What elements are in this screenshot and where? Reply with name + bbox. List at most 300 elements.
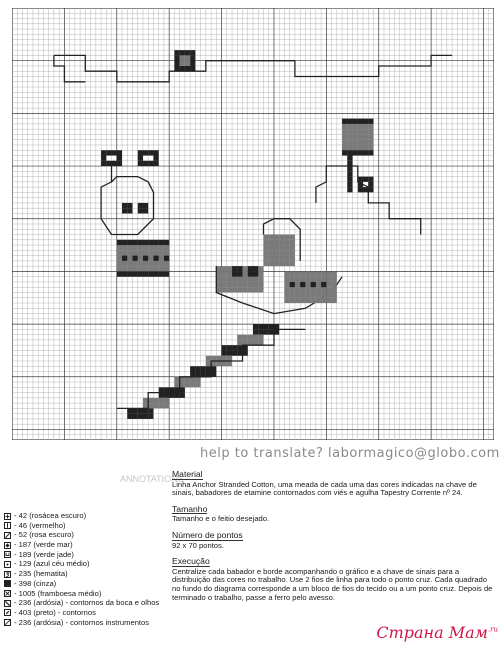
stitch-cell <box>290 298 295 303</box>
stitch-cell <box>153 240 158 245</box>
stitch-cell <box>243 287 248 292</box>
stitch-cell <box>138 156 143 161</box>
stitch-cell <box>279 245 284 250</box>
stitch-cell <box>143 271 148 276</box>
stitch-cell <box>342 124 347 129</box>
stitch-cell <box>274 329 279 334</box>
stitch-cell <box>127 245 132 250</box>
stitch-cell <box>138 250 143 255</box>
stitch-cell <box>284 250 289 255</box>
stitch-cell <box>263 324 268 329</box>
stitch-cell <box>143 161 148 166</box>
stitch-cell <box>243 345 248 350</box>
stitch-cell <box>211 361 216 366</box>
stitch-cell <box>232 266 237 271</box>
stitch-cell <box>237 340 242 345</box>
chart-grid-svg <box>12 8 494 440</box>
stitch-cell <box>274 235 279 240</box>
u-shape-icon <box>4 551 11 558</box>
stitch-cell <box>180 55 185 60</box>
stitch-cell <box>174 387 179 392</box>
stitch-cell <box>153 161 158 166</box>
stitch-cell <box>290 282 295 287</box>
stitch-cell <box>274 324 279 329</box>
stitch-cell <box>138 208 143 213</box>
stitch-cell <box>353 129 358 134</box>
stitch-cell <box>211 366 216 371</box>
stitch-cell <box>143 250 148 255</box>
stitch-cell <box>279 240 284 245</box>
stitch-cell <box>368 187 373 192</box>
stitch-cell <box>347 161 352 166</box>
stitch-cell <box>148 398 153 403</box>
section-pontos <box>172 531 494 550</box>
stitch-cell <box>117 150 122 155</box>
stitch-cell <box>321 287 326 292</box>
stitch-cell <box>159 240 164 245</box>
stitch-cell <box>127 414 132 419</box>
stitch-cell <box>269 245 274 250</box>
stitch-cell <box>316 292 321 297</box>
stitch-cell <box>332 271 337 276</box>
stitch-cell <box>117 250 122 255</box>
stitch-cell <box>300 298 305 303</box>
stitch-cell <box>269 240 274 245</box>
stitch-cell <box>133 414 138 419</box>
stitch-cell <box>201 372 206 377</box>
instructions-column <box>172 470 494 609</box>
stitch-cell <box>180 66 185 71</box>
stitch-cell <box>326 298 331 303</box>
stitch-cell <box>358 140 363 145</box>
stitch-cell <box>190 55 195 60</box>
stitch-cell <box>185 55 190 60</box>
stitch-cell <box>284 245 289 250</box>
stitch-cell <box>253 329 258 334</box>
legend-row: - 187 (verde mar) <box>4 541 164 550</box>
stitch-cell <box>195 382 200 387</box>
stitch-cell <box>295 277 300 282</box>
stitch-cell <box>180 61 185 66</box>
stitch-cell <box>358 134 363 139</box>
stitch-cell <box>153 150 158 155</box>
stitch-cell <box>321 282 326 287</box>
stitch-cell <box>358 150 363 155</box>
stitch-cell <box>279 250 284 255</box>
stitch-cell <box>153 256 158 261</box>
stitch-cell <box>284 240 289 245</box>
stitch-cell <box>117 261 122 266</box>
stitch-cell <box>206 372 211 377</box>
stitch-cell <box>353 145 358 150</box>
stitch-cell <box>368 140 373 145</box>
stitch-cell <box>127 256 132 261</box>
legend-row: - 52 (rosa escuro) <box>4 531 164 540</box>
stitch-cell <box>148 240 153 245</box>
stitch-cell <box>368 129 373 134</box>
section-title: Número de pontos <box>172 529 243 540</box>
stitch-cell <box>143 403 148 408</box>
stitch-cell <box>159 250 164 255</box>
stitch-cell <box>347 145 352 150</box>
stitch-cell <box>263 245 268 250</box>
stitch-cell <box>363 187 368 192</box>
stitch-cell <box>269 250 274 255</box>
stitch-cell <box>133 240 138 245</box>
stitch-cell <box>316 277 321 282</box>
stitch-cell <box>253 282 258 287</box>
stitch-cell <box>159 387 164 392</box>
stitch-cell <box>332 292 337 297</box>
stitch-cell <box>164 398 169 403</box>
stitch-cell <box>222 361 227 366</box>
stitch-cell <box>243 271 248 276</box>
stitch-cell <box>368 182 373 187</box>
stitch-cell <box>185 66 190 71</box>
stitch-cell <box>243 350 248 355</box>
stitch-cell <box>164 266 169 271</box>
stitch-cell <box>353 119 358 124</box>
stitch-cell <box>227 361 232 366</box>
stitch-cell <box>117 240 122 245</box>
stitch-cell <box>138 203 143 208</box>
stitch-cell <box>311 282 316 287</box>
stitch-cell <box>159 256 164 261</box>
stitch-cell <box>263 256 268 261</box>
stitch-cell <box>347 150 352 155</box>
stitch-cell <box>127 240 132 245</box>
stitch-cell <box>117 156 122 161</box>
stitch-cell <box>253 266 258 271</box>
stitch-cell <box>127 271 132 276</box>
stitch-cell <box>138 414 143 419</box>
stitch-cell <box>284 271 289 276</box>
stitch-cell <box>300 271 305 276</box>
stitch-cell <box>311 287 316 292</box>
stitch-cell <box>232 350 237 355</box>
stitch-cell <box>138 240 143 245</box>
stitch-cell <box>363 129 368 134</box>
stitch-cell <box>263 261 268 266</box>
stitch-cell <box>138 261 143 266</box>
stitch-cell <box>169 387 174 392</box>
stitch-cell <box>122 266 127 271</box>
stitch-cell <box>222 345 227 350</box>
legend-row: - 129 (azul céu médio) <box>4 560 164 569</box>
stitch-cell <box>274 250 279 255</box>
stitch-cell <box>133 256 138 261</box>
stitch-cell <box>117 245 122 250</box>
stitch-cell <box>258 271 263 276</box>
stitch-cell <box>258 266 263 271</box>
stitch-cell <box>321 292 326 297</box>
stitch-cell <box>227 356 232 361</box>
stitch-cell <box>248 282 253 287</box>
stitch-cell <box>342 134 347 139</box>
cross-stitch-chart <box>12 8 494 440</box>
solid-block-icon <box>4 580 11 587</box>
stitch-cell <box>243 277 248 282</box>
stitch-cell <box>347 124 352 129</box>
stitch-cell <box>316 271 321 276</box>
stitch-cell <box>164 240 169 245</box>
stitch-cell <box>148 408 153 413</box>
stitch-cell <box>316 282 321 287</box>
stitch-cell <box>326 287 331 292</box>
stitch-cell <box>133 250 138 255</box>
stitch-cell <box>174 377 179 382</box>
stitch-cell <box>237 335 242 340</box>
stitch-cell <box>216 271 221 276</box>
stitch-cell <box>347 171 352 176</box>
stitch-cell <box>159 245 164 250</box>
stitch-cell <box>305 271 310 276</box>
stitch-cell <box>290 271 295 276</box>
stitch-cell <box>190 66 195 71</box>
legend-row: - 398 (cinza) <box>4 580 164 589</box>
stitch-cell <box>274 256 279 261</box>
stitch-cell <box>148 414 153 419</box>
stitch-cell <box>227 282 232 287</box>
stitch-cell <box>112 150 117 155</box>
stitch-cell <box>227 266 232 271</box>
stitch-cell <box>127 250 132 255</box>
stitch-cell <box>122 271 127 276</box>
stitch-cell <box>290 261 295 266</box>
legend-row: - 235 (hematita) <box>4 570 164 579</box>
stitch-cell <box>206 361 211 366</box>
stitch-cell <box>195 377 200 382</box>
cross-x-icon <box>4 590 11 597</box>
stitch-cell <box>326 277 331 282</box>
stitch-cell <box>258 335 263 340</box>
stitch-cell <box>311 292 316 297</box>
stitch-cell <box>216 356 221 361</box>
stitch-cell <box>159 266 164 271</box>
color-key-legend <box>4 512 164 628</box>
stitch-cell <box>258 340 263 345</box>
stitch-cell <box>143 150 148 155</box>
stitch-cell <box>133 266 138 271</box>
stitch-cell <box>300 282 305 287</box>
stitch-cell <box>332 277 337 282</box>
stitch-cell <box>290 292 295 297</box>
stitch-cell <box>195 366 200 371</box>
stitch-cell <box>347 187 352 192</box>
section-title: Execução <box>172 556 210 567</box>
legend-row: - 403 (preto) - contornos <box>4 609 164 618</box>
stitch-cell <box>133 245 138 250</box>
stitch-cell <box>174 55 179 60</box>
stitch-cell <box>185 382 190 387</box>
stitch-cell <box>127 203 132 208</box>
stitch-cell <box>243 340 248 345</box>
stitch-cell <box>347 177 352 182</box>
stitch-cell <box>227 350 232 355</box>
stitch-cell <box>185 50 190 55</box>
legend-row: - 1005 (framboesa médio) <box>4 590 164 599</box>
stitch-cell <box>227 345 232 350</box>
stitch-cell <box>248 271 253 276</box>
stitch-cell <box>248 287 253 292</box>
stitch-cell <box>232 345 237 350</box>
stitch-cell <box>180 382 185 387</box>
stitch-cell <box>347 140 352 145</box>
stitch-cell <box>284 287 289 292</box>
stitch-cell <box>127 266 132 271</box>
stitch-cell <box>222 287 227 292</box>
stitch-cell <box>248 277 253 282</box>
stitch-cell <box>143 408 148 413</box>
stitch-cell <box>253 271 258 276</box>
stitch-cell <box>300 277 305 282</box>
stitch-cell <box>190 366 195 371</box>
stitch-cell <box>122 240 127 245</box>
stitch-cell <box>232 271 237 276</box>
plus-icon <box>4 513 11 520</box>
stitch-cell <box>284 261 289 266</box>
stitch-cell <box>106 161 111 166</box>
legend-row: - 46 (vermelho) <box>4 522 164 531</box>
faint-side-mark: ANNOTATIONS <box>120 474 184 484</box>
stitch-cell <box>164 256 169 261</box>
stitch-cell <box>295 292 300 297</box>
stitch-cell <box>153 261 158 266</box>
stitch-cell <box>269 256 274 261</box>
stitch-cell <box>253 335 258 340</box>
stitch-cell <box>190 382 195 387</box>
section-material <box>172 470 494 498</box>
stitch-cell <box>127 208 132 213</box>
stitch-cell <box>326 271 331 276</box>
stitch-cell <box>263 250 268 255</box>
stitch-cell <box>274 245 279 250</box>
stitch-cell <box>190 50 195 55</box>
stitch-cell <box>363 134 368 139</box>
stitch-cell <box>237 345 242 350</box>
stitch-cell <box>305 277 310 282</box>
stitch-cell <box>164 387 169 392</box>
watermark-text: Страна Мам <box>376 623 488 642</box>
stitch-cell <box>174 382 179 387</box>
stitch-cell <box>180 393 185 398</box>
stitch-cell <box>122 245 127 250</box>
stitch-cell <box>216 282 221 287</box>
stitch-cell <box>295 298 300 303</box>
stitch-cell <box>269 324 274 329</box>
stitch-cell <box>106 150 111 155</box>
stitch-cell <box>185 377 190 382</box>
stitch-cell <box>248 340 253 345</box>
stitch-cell <box>138 245 143 250</box>
stitch-cell <box>159 398 164 403</box>
stitch-cell <box>279 235 284 240</box>
stitch-cell <box>216 266 221 271</box>
stitch-cell <box>274 261 279 266</box>
stitch-cell <box>368 124 373 129</box>
stitch-cell <box>138 150 143 155</box>
stitch-cell <box>237 266 242 271</box>
stitch-cell <box>180 377 185 382</box>
stitch-cell <box>347 134 352 139</box>
stitch-cell <box>133 408 138 413</box>
section-title: Tamanho <box>172 503 208 514</box>
stitch-cell <box>164 393 169 398</box>
stitch-cell <box>159 393 164 398</box>
stitch-cell <box>101 150 106 155</box>
stitch-cell <box>127 261 132 266</box>
stitch-cell <box>190 61 195 66</box>
stitch-cell <box>258 324 263 329</box>
stitch-cell <box>258 277 263 282</box>
stitch-cell <box>258 282 263 287</box>
stitch-cell <box>143 398 148 403</box>
stitch-cell <box>222 266 227 271</box>
stitch-cell <box>342 129 347 134</box>
stitch-cell <box>127 408 132 413</box>
stitch-cell <box>206 366 211 371</box>
stitch-cell <box>138 256 143 261</box>
section-body: 92 x 70 pontos. <box>172 540 224 550</box>
stitch-cell <box>122 250 127 255</box>
stitch-cell <box>237 277 242 282</box>
short-slash-icon <box>4 609 11 616</box>
section-tamanho <box>172 505 494 524</box>
stitch-cell <box>347 182 352 187</box>
section-execucao <box>172 557 494 602</box>
stitch-cell <box>164 245 169 250</box>
stitch-cell <box>326 292 331 297</box>
stitch-cell <box>232 277 237 282</box>
stitch-cell <box>211 372 216 377</box>
stitch-cell <box>143 261 148 266</box>
stitch-cell <box>174 66 179 71</box>
stitch-cell <box>284 277 289 282</box>
site-watermark <box>376 623 498 642</box>
stitch-cell <box>363 145 368 150</box>
stitch-cell <box>112 161 117 166</box>
stitch-cell <box>164 250 169 255</box>
stitch-cell <box>253 287 258 292</box>
stitch-cell <box>332 282 337 287</box>
stitch-cell <box>368 134 373 139</box>
stitch-cell <box>311 271 316 276</box>
stitch-cell <box>311 298 316 303</box>
stitch-cell <box>347 156 352 161</box>
stitch-cell <box>321 277 326 282</box>
stitch-cell <box>342 119 347 124</box>
stitch-cell <box>347 166 352 171</box>
stitch-cell <box>185 61 190 66</box>
stitch-cell <box>180 50 185 55</box>
stitch-cell <box>237 350 242 355</box>
stitch-cell <box>143 245 148 250</box>
stitch-cell <box>148 403 153 408</box>
handwritten-note: help to translate? labormagico@globo.com <box>200 446 500 461</box>
stitch-cell <box>284 256 289 261</box>
stitch-cell <box>290 287 295 292</box>
section-title: Material <box>172 469 203 479</box>
stitch-cell <box>295 271 300 276</box>
stitch-cell <box>237 271 242 276</box>
stitch-cell <box>368 177 373 182</box>
stitch-cell <box>153 250 158 255</box>
stitch-cell <box>148 161 153 166</box>
stitch-cell <box>290 250 295 255</box>
stitch-cell <box>232 282 237 287</box>
stitch-cell <box>358 129 363 134</box>
stitch-cell <box>353 140 358 145</box>
